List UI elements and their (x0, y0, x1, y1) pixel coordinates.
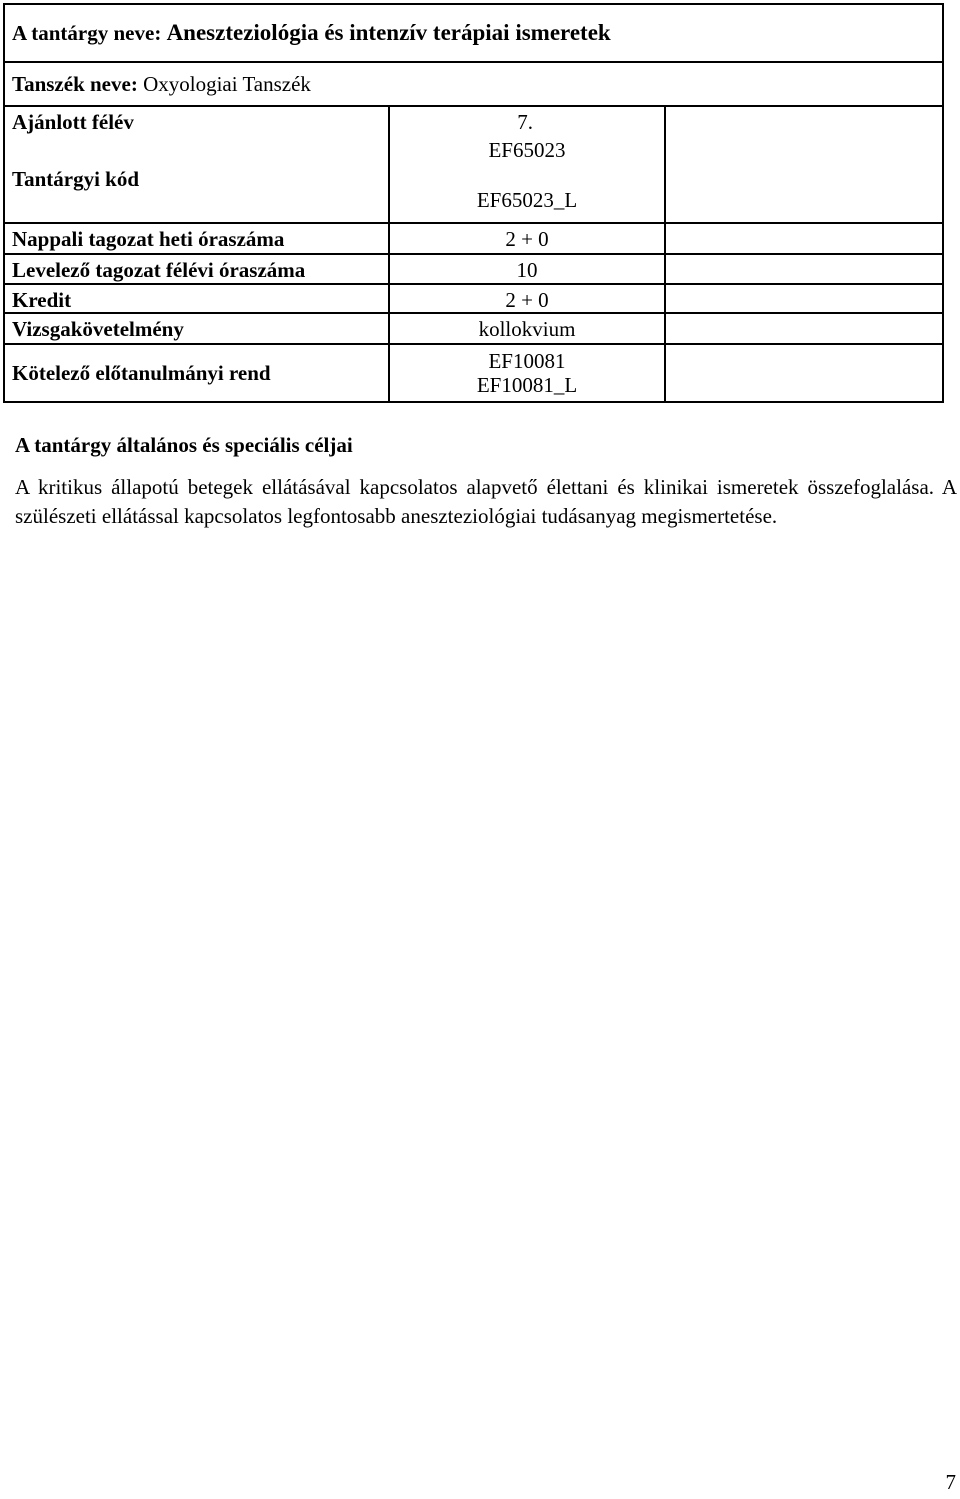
semester-label: Ajánlott félév (12, 109, 134, 134)
table-rule (3, 283, 944, 285)
fulltime-hours-value: 2 + 0 (505, 226, 549, 251)
credit-value: 2 + 0 (505, 287, 549, 312)
page-number: 7 (945, 1470, 956, 1494)
subject-row (3, 5, 941, 61)
semester-value: 7. (517, 109, 533, 134)
table-rule (3, 222, 944, 224)
prerequisite-cell (390, 345, 664, 401)
section-body: A kritikus állapotú betegek ellátásával kapcsolatos alapvető élettani és klinikai ismeretek összefoglalása. A szülészeti ellátással kapcsolatos legfontosabb aneszteziológiai tudásanyag megismertetése. (15, 475, 957, 528)
department-label: Tanszék neve: (12, 72, 138, 96)
fulltime-hours-label: Nappali tagozat heti óraszáma (12, 226, 285, 251)
table-border-bottom (3, 401, 944, 403)
subject-value: Aneszteziológia és intenzív terápiai ismeretek (166, 20, 611, 45)
table-column-divider (388, 105, 390, 403)
exam-label: Vizsgakövetelmény (12, 316, 184, 341)
correspondence-hours-label: Levelező tagozat félévi óraszáma (12, 257, 306, 282)
course-code-cell (390, 136, 664, 222)
course-code-primary: EF65023 (488, 138, 566, 162)
prerequisite-label: Kötelező előtanulmányi rend (12, 361, 271, 385)
table-border-top (3, 3, 944, 5)
credit-label: Kredit (12, 287, 72, 312)
table-column-divider (664, 105, 666, 403)
table-border-left (3, 3, 5, 403)
department-value: Oxyologiai Tanszék (143, 72, 311, 96)
exam-value: kollokvium (478, 316, 576, 341)
table-border-right (942, 3, 944, 403)
subject-label: A tantárgy neve: (12, 21, 162, 45)
section-heading: A tantárgy általános és speciális céljai (15, 433, 353, 457)
table-rule (3, 312, 944, 314)
table-rule (3, 343, 944, 345)
department-row (3, 63, 941, 105)
course-code-label: Tantárgyi kód (12, 167, 140, 191)
prerequisite-secondary: EF10081_L (476, 373, 578, 397)
table-rule (3, 61, 944, 63)
table-rule (3, 105, 944, 107)
correspondence-hours-value: 10 (516, 257, 538, 282)
table-rule (3, 253, 944, 255)
course-code-secondary: EF65023_L (476, 188, 578, 212)
prerequisite-primary: EF10081 (488, 349, 566, 373)
